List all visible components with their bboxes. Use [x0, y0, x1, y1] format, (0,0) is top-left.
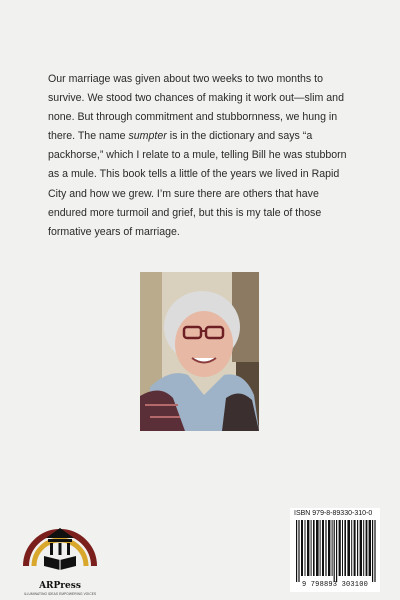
blurb-emphasis-word: sumpter — [128, 130, 167, 143]
publisher-logo — [22, 506, 98, 592]
author-photo — [140, 272, 259, 431]
barcode-bars — [294, 520, 376, 582]
back-cover-blurb — [48, 70, 358, 242]
blurb-text-part-2: is in the dictionary and says “a packhorse,” which I relate to a mule, telling Bill he was stubborn as a mule. This book tells a little of the years we lived in Rapid City and how we grew. I’m sure there are others that have endured more turmoil and grief, but this is my tale of those formative years of marriage. — [48, 130, 347, 238]
publisher-tagline: ILLUMINATING IDEAS EMPOWERING VOICES — [23, 592, 97, 596]
publisher-name: ARPress — [39, 581, 81, 591]
blurb-text-part-1: Our marriage was given about two weeks to two months to survive. We stood two chances of making it work out—slim and none. But through commitment and stubbornness, we hung in there. The name — [48, 73, 344, 143]
isbn-label: ISBN 979-8-89330-310-0 — [294, 510, 373, 517]
barcode-digits: 9 798893 303100 — [301, 581, 368, 589]
isbn-barcode — [290, 508, 380, 592]
